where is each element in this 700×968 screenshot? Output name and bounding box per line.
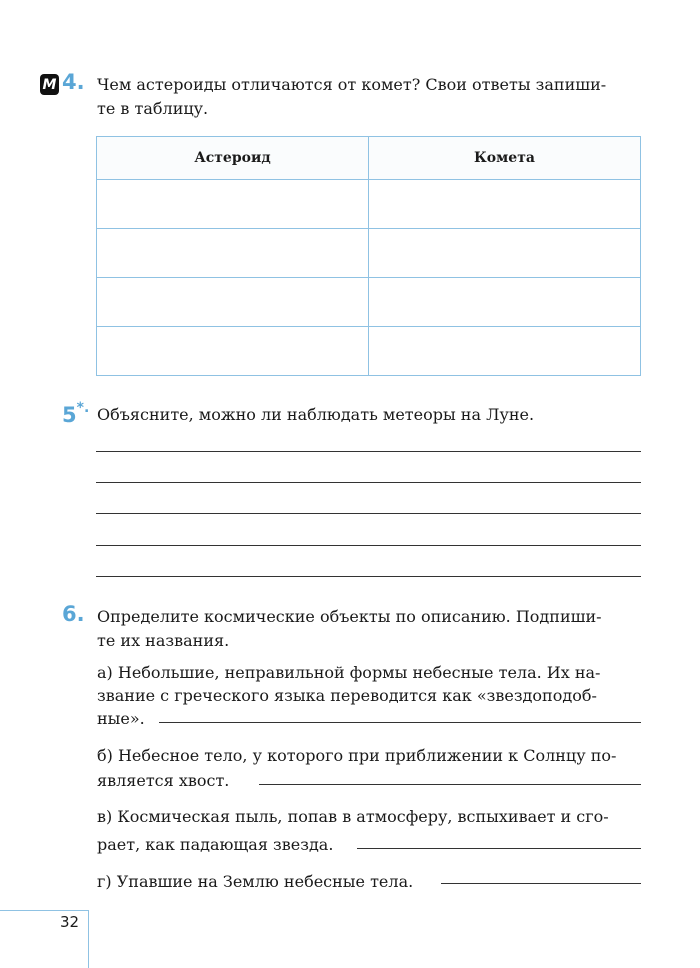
task-4-text-line-2: те в таблицу. (97, 99, 209, 118)
table-cell-comet[interactable] (369, 327, 641, 376)
item-d-line-1: г) Упавшие на Землю небесные тела. (97, 872, 414, 891)
table-cell-comet[interactable] (369, 180, 641, 229)
task-4-number: 4. (62, 70, 85, 94)
item-a-line-2: звание с греческого языка переводится как «звездоподоб- (97, 686, 597, 705)
method-marker-icon: М (40, 74, 59, 95)
table-cell-comet[interactable] (369, 229, 641, 278)
table-row (97, 229, 641, 278)
item-a-line-1: а) Небольшие, неправильной формы небесные тела. Их на- (97, 663, 601, 682)
item-b-line-2: является хвост. (97, 771, 230, 790)
answer-line-b[interactable] (259, 784, 641, 785)
task-6-text-line-2: те их названия. (97, 631, 230, 650)
table-cell-asteroid[interactable] (97, 229, 369, 278)
answer-line[interactable] (96, 545, 641, 546)
task-5-number: 5*. (62, 400, 90, 427)
item-c-line-1: в) Космическая пыль, попав в атмосферу, вспыхивает и сго- (97, 807, 609, 826)
asteroid-comet-table (96, 136, 641, 376)
answer-line[interactable] (96, 576, 641, 577)
item-b-line-1: б) Небесное тело, у которого при приближении к Солнцу по- (97, 746, 617, 765)
task-6-number: 6. (62, 602, 85, 626)
page-number: 32 (60, 913, 80, 931)
task-4-text-line-1: Чем астероиды отличаются от комет? Свои ответы запиши- (97, 75, 607, 94)
item-a-line-3: ные». (97, 709, 145, 728)
answer-line-c[interactable] (357, 848, 641, 849)
table-cell-asteroid[interactable] (97, 278, 369, 327)
answer-line[interactable] (96, 482, 641, 483)
answer-line-d[interactable] (441, 883, 641, 884)
task-6-text-line-1: Определите космические объекты по описанию. Подпиши- (97, 607, 602, 626)
table-row (97, 327, 641, 376)
table-row (97, 278, 641, 327)
table-cell-asteroid[interactable] (97, 327, 369, 376)
table-cell-comet[interactable] (369, 278, 641, 327)
table-header-comet: Комета (369, 137, 641, 180)
item-c-line-2: рает, как падающая звезда. (97, 835, 334, 854)
table-cell-asteroid[interactable] (97, 180, 369, 229)
table-header-asteroid: Астероид (97, 137, 369, 180)
table-row (97, 180, 641, 229)
task-5-question: Объясните, можно ли наблюдать метеоры на Луне. (97, 405, 535, 424)
answer-line[interactable] (96, 513, 641, 514)
answer-line-a[interactable] (159, 722, 641, 723)
answer-line[interactable] (96, 451, 641, 452)
